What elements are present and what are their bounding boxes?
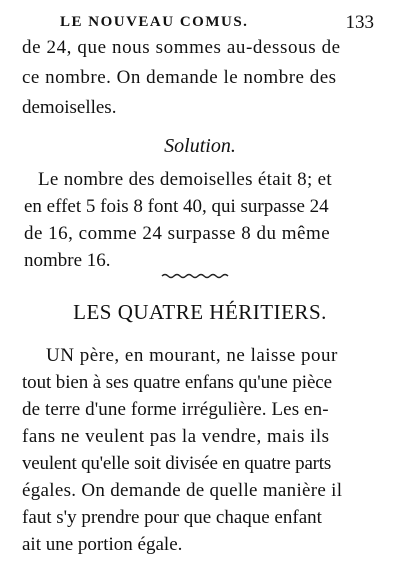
ornament-divider [160, 272, 232, 280]
page-number: 133 [345, 12, 374, 33]
text-line: ait une portion égale. [22, 534, 183, 555]
text-line: égales. On demande de quelle manière il [22, 480, 343, 501]
text-line: de 16, comme 24 surpasse 8 du même [24, 223, 331, 244]
text-line: faut s'y prendre pour que chaque enfant [22, 507, 322, 528]
text-line: fans ne veulent pas la vendre, mais ils [22, 426, 330, 447]
text-line: tout bien à ses quatre enfans qu'une pièce [22, 372, 332, 393]
text-line: en effet 5 fois 8 font 40, qui surpasse 24 [24, 196, 329, 217]
text-line: de terre d'une forme irrégulière. Les en- [22, 399, 329, 420]
text-line: ce nombre. On demande le nombre des [22, 67, 337, 88]
solution-heading: Solution. [164, 135, 236, 157]
text-line: veulent qu'elle soit divisée en quatre parts [22, 453, 332, 474]
section-title: LES QUATRE HÉRITIERS. [73, 300, 327, 324]
text-line: Le nombre des demoiselles était 8; et [38, 169, 332, 190]
page-header [60, 14, 380, 36]
text-line: nombre 16. [24, 250, 111, 271]
text-line: de 24, que nous sommes au-dessous de [22, 37, 341, 58]
running-title: LE NOUVEAU COMUS. [60, 14, 249, 30]
text-line: demoiselles. [22, 97, 117, 118]
text-line: UN père, en mourant, ne laisse pour [46, 345, 338, 366]
